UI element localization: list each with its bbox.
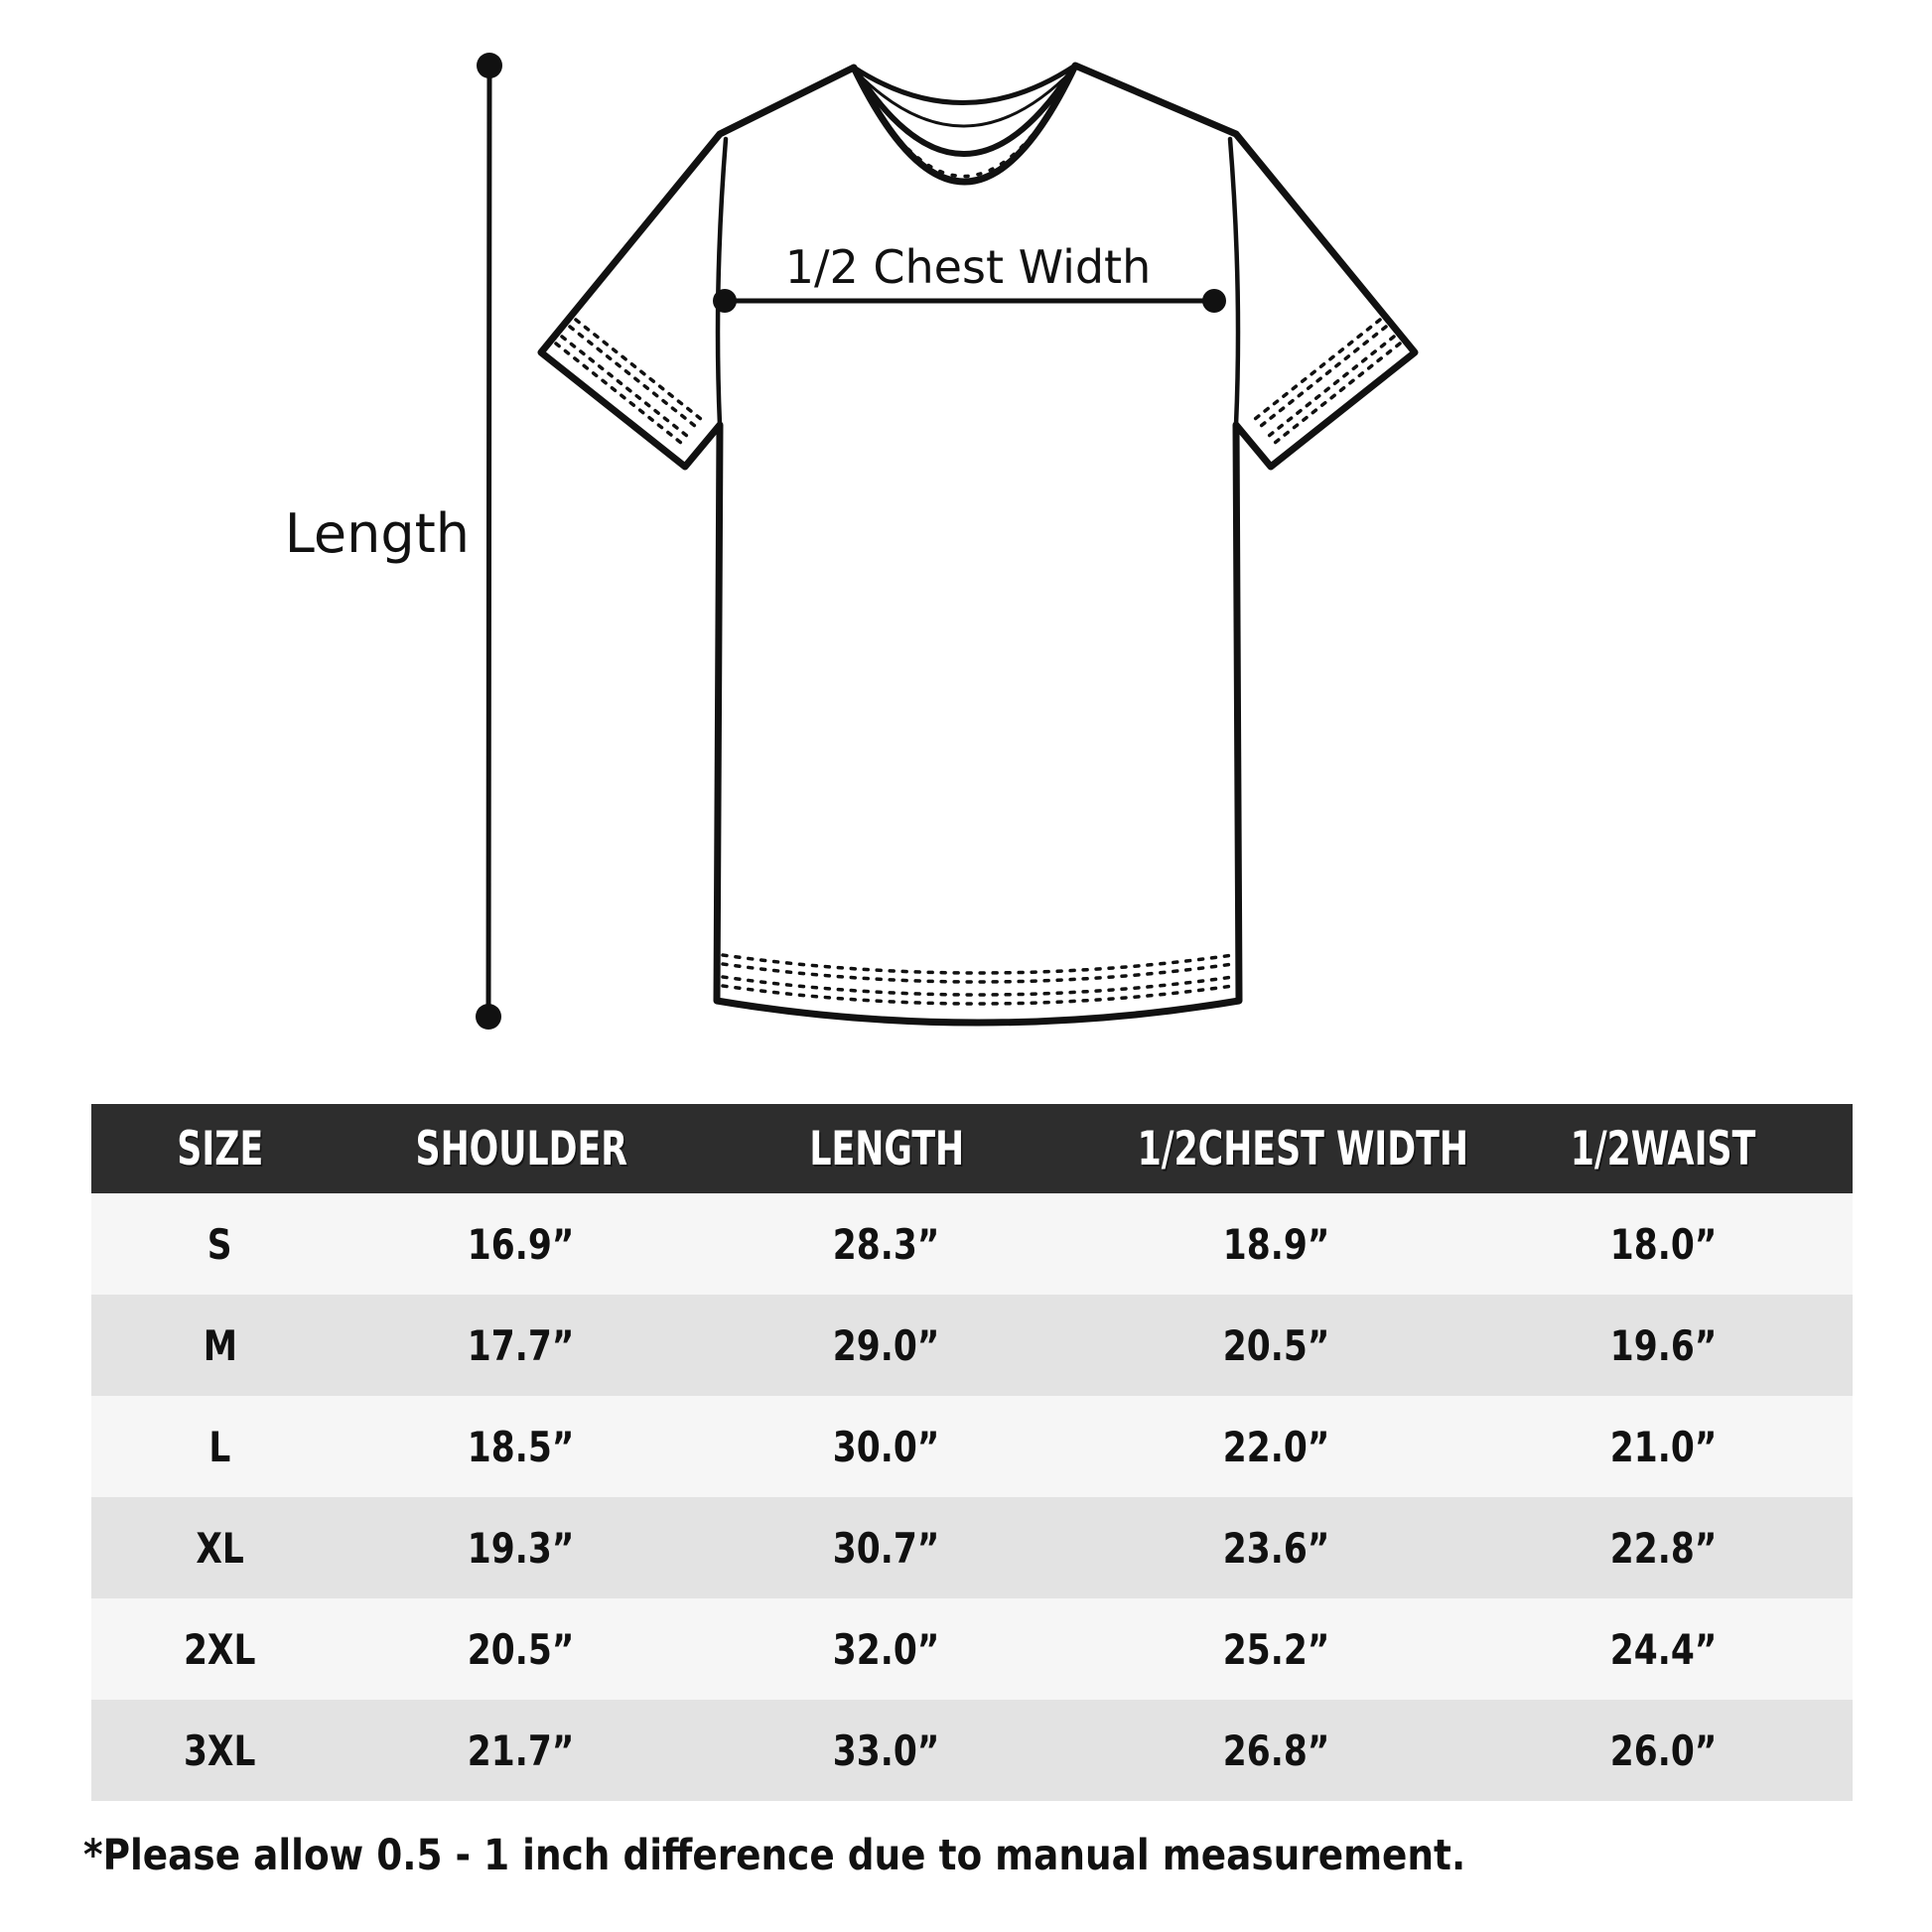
table-row-l (91, 1396, 1853, 1497)
size-cell (91, 1700, 348, 1801)
waist-cell (1474, 1295, 1853, 1396)
measure-value: 26.8” (1223, 1725, 1330, 1775)
length-measure-line (488, 66, 489, 1017)
chest-cell (1079, 1598, 1473, 1700)
measure-value: 18.0” (1609, 1219, 1718, 1269)
table-row-xl (91, 1497, 1853, 1598)
size-cell (91, 1396, 348, 1497)
column-header-label: 1/2CHEST WIDTH (1137, 1121, 1469, 1176)
measure-value: 20.5” (468, 1624, 575, 1674)
waist-cell (1474, 1396, 1853, 1497)
measurement-disclaimer-text: *Please allow 0.5 - 1 inch difference due to manual measurement. (83, 1831, 1466, 1880)
size-value: L (208, 1422, 231, 1471)
table-row-2xl (91, 1598, 1853, 1700)
length-label: Length (284, 502, 470, 565)
size-table-header-row (91, 1104, 1853, 1193)
length-cell (694, 1598, 1080, 1700)
measure-value: 33.0” (833, 1725, 940, 1775)
table-row-s (91, 1193, 1853, 1295)
waist-cell (1474, 1598, 1853, 1700)
column-header-shoulder (348, 1104, 694, 1193)
chest-cell (1079, 1295, 1473, 1396)
column-header-label: SIZE (177, 1121, 263, 1176)
measure-value: 19.6” (1609, 1320, 1718, 1370)
length-cell (694, 1193, 1080, 1295)
tshirt-outline (541, 66, 1415, 1023)
measure-value: 22.8” (1609, 1523, 1718, 1573)
column-header-label: SHOULDER (415, 1121, 627, 1176)
column-header-chest-width (1079, 1104, 1473, 1193)
size-value: XL (196, 1523, 244, 1573)
column-header-size (91, 1104, 348, 1193)
measure-value: 30.0” (833, 1422, 940, 1471)
measure-value: 28.3” (833, 1219, 940, 1269)
size-table (91, 1104, 1853, 1801)
column-header-label: 1/2WAIST (1571, 1121, 1756, 1176)
waist-cell (1474, 1193, 1853, 1295)
measure-value: 17.7” (468, 1320, 575, 1370)
measure-value: 18.5” (468, 1422, 575, 1471)
shoulder-cell (348, 1497, 694, 1598)
size-cell (91, 1193, 348, 1295)
measure-value: 24.4” (1609, 1624, 1718, 1674)
chest-cell (1079, 1700, 1473, 1801)
shoulder-cell (348, 1396, 694, 1497)
measure-value: 26.0” (1609, 1725, 1718, 1775)
size-value: M (203, 1320, 237, 1370)
shoulder-cell (348, 1295, 694, 1396)
table-row-m (91, 1295, 1853, 1396)
table-row-3xl (91, 1700, 1853, 1801)
measure-value: 18.9” (1223, 1219, 1330, 1269)
size-cell (91, 1497, 348, 1598)
chest-cell (1079, 1497, 1473, 1598)
measure-value: 21.7” (468, 1725, 575, 1775)
shoulder-cell (348, 1598, 694, 1700)
size-value: S (207, 1219, 232, 1269)
chest-label: 1/2 Chest Width (784, 240, 1152, 294)
measure-value: 22.0” (1223, 1422, 1330, 1471)
column-header-label: LENGTH (809, 1121, 964, 1176)
chest-cell (1079, 1193, 1473, 1295)
measure-value: 20.5” (1223, 1320, 1330, 1370)
shoulder-cell (348, 1193, 694, 1295)
measure-value: 25.2” (1223, 1624, 1330, 1674)
measure-value: 19.3” (468, 1523, 575, 1573)
column-header-waist (1474, 1104, 1853, 1193)
chest-measure-dot-right (1202, 289, 1226, 313)
chest-cell (1079, 1396, 1473, 1497)
measure-value: 29.0” (833, 1320, 940, 1370)
measure-value: 30.7” (833, 1523, 940, 1573)
length-cell (694, 1497, 1080, 1598)
length-cell (694, 1396, 1080, 1497)
size-value: 2XL (184, 1624, 256, 1674)
column-header-length (694, 1104, 1080, 1193)
length-cell (694, 1700, 1080, 1801)
length-measure-dot-bottom (476, 1004, 501, 1030)
measure-value: 16.9” (468, 1219, 575, 1269)
measure-value: 32.0” (833, 1624, 940, 1674)
size-cell (91, 1295, 348, 1396)
size-value: 3XL (184, 1725, 256, 1775)
measure-value: 21.0” (1609, 1422, 1718, 1471)
chest-measure-dot-left (713, 289, 737, 313)
shoulder-cell (348, 1700, 694, 1801)
length-measure-dot-top (477, 53, 502, 78)
measure-value: 23.6” (1223, 1523, 1330, 1573)
length-cell (694, 1295, 1080, 1396)
waist-cell (1474, 1700, 1853, 1801)
waist-cell (1474, 1497, 1853, 1598)
size-cell (91, 1598, 348, 1700)
measurement-disclaimer (83, 1831, 1870, 1880)
